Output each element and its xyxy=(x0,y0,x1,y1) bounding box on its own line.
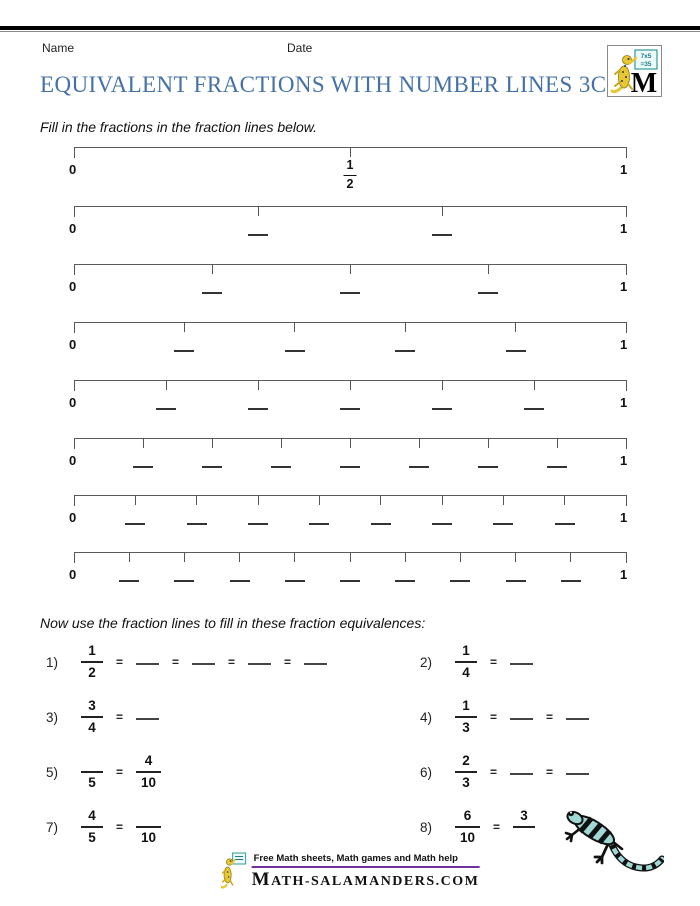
fraction-denominator: 2 xyxy=(346,176,354,191)
fraction-blank[interactable] xyxy=(395,350,415,352)
tick-mark xyxy=(442,380,443,390)
fraction-blank[interactable] xyxy=(248,523,268,525)
fraction-blank[interactable] xyxy=(555,523,575,525)
answer-blank[interactable] xyxy=(136,663,159,665)
equals-sign: = xyxy=(116,820,124,834)
fraction xyxy=(455,807,480,847)
instruction-fraction-equivalences: Now use the fraction lines to fill in these fraction equivalences: xyxy=(40,615,426,631)
fraction-blank[interactable] xyxy=(506,580,526,582)
tick-mark xyxy=(515,322,516,332)
zero-label: 0 xyxy=(69,567,77,582)
tick-mark xyxy=(212,438,213,448)
salamander-easel-icon xyxy=(608,46,661,96)
fraction-blank[interactable] xyxy=(547,466,567,468)
fraction-blank[interactable] xyxy=(506,350,526,352)
fraction-numerator: 2 xyxy=(455,752,477,773)
fraction-blank[interactable] xyxy=(395,580,415,582)
number-line-rule xyxy=(74,206,626,207)
number-line xyxy=(69,380,628,424)
problem-number: 1) xyxy=(46,654,59,670)
number-line xyxy=(69,438,628,482)
fraction-numerator: 4 xyxy=(136,752,161,773)
problem-row xyxy=(46,807,420,847)
fraction-blank[interactable] xyxy=(248,234,268,236)
equals-sign: = xyxy=(284,655,292,669)
tick-mark xyxy=(258,206,259,216)
fraction-numerator: 1 xyxy=(455,697,477,718)
given-fraction-one-half xyxy=(344,159,357,192)
fraction-denominator: 10 xyxy=(141,775,157,790)
fraction-blank[interactable] xyxy=(230,580,250,582)
fraction-numerator-blank[interactable] xyxy=(81,752,103,773)
tick-mark xyxy=(74,438,75,449)
equals-sign: = xyxy=(116,655,124,669)
zero-label: 0 xyxy=(69,337,77,352)
number-line xyxy=(69,495,628,539)
problem-row xyxy=(420,642,589,682)
fraction-denominator-blank[interactable] xyxy=(513,828,535,847)
fraction-blank[interactable] xyxy=(156,408,176,410)
tick-mark xyxy=(405,322,406,332)
salamander-illustration xyxy=(552,797,664,890)
footer-wordmark-rest: ATH-SALAMANDERS.COM xyxy=(271,874,480,889)
tick-mark xyxy=(239,552,240,562)
footer-tagline: Free Math sheets, Math games and Math help xyxy=(252,851,480,868)
fraction-blank[interactable] xyxy=(371,523,391,525)
fraction-blank[interactable] xyxy=(133,466,153,468)
footer-wordmark xyxy=(252,869,480,891)
fraction-blank[interactable] xyxy=(432,523,452,525)
tick-mark xyxy=(294,552,295,562)
zero-label: 0 xyxy=(69,221,77,236)
tick-mark xyxy=(166,380,167,390)
tick-mark xyxy=(74,206,75,217)
number-line-rule xyxy=(74,322,626,323)
answer-blank[interactable] xyxy=(566,773,589,775)
problems-section xyxy=(46,642,589,847)
answer-blank[interactable] xyxy=(510,773,533,775)
zero-label: 0 xyxy=(69,510,77,525)
fraction-blank[interactable] xyxy=(174,350,194,352)
fraction-blank[interactable] xyxy=(248,408,268,410)
equals-sign: = xyxy=(228,655,236,669)
svg-text:=35: =35 xyxy=(640,61,652,68)
salamander-easel-icon-small xyxy=(221,851,247,891)
tick-mark xyxy=(570,552,571,562)
fraction-blank[interactable] xyxy=(202,466,222,468)
tick-mark xyxy=(350,552,351,562)
fraction-denominator: 3 xyxy=(462,775,470,790)
fraction xyxy=(81,697,103,737)
one-label: 1 xyxy=(620,221,628,236)
fraction xyxy=(136,752,161,792)
one-label: 1 xyxy=(620,337,628,352)
fraction-numerator: 1 xyxy=(344,159,357,176)
fraction-blank[interactable] xyxy=(524,408,544,410)
tick-mark xyxy=(350,438,351,448)
fraction-blank[interactable] xyxy=(285,580,305,582)
tick-mark xyxy=(626,495,627,506)
fraction-blank[interactable] xyxy=(285,350,305,352)
one-label: 1 xyxy=(620,453,628,468)
answer-blank[interactable] xyxy=(192,663,215,665)
tick-mark xyxy=(294,322,295,332)
fraction-numerator: 6 xyxy=(455,807,480,828)
math-salamanders-corner-logo xyxy=(607,45,662,97)
tick-mark xyxy=(135,495,136,505)
problem-row xyxy=(46,697,420,737)
footer-wordmark-m: M xyxy=(251,869,272,890)
one-label: 1 xyxy=(620,395,628,410)
one-label: 1 xyxy=(620,510,628,525)
tick-mark xyxy=(350,147,351,157)
tick-mark xyxy=(405,552,406,562)
equals-sign: = xyxy=(546,765,554,779)
equals-sign: = xyxy=(490,710,498,724)
tick-mark xyxy=(626,322,627,333)
fraction xyxy=(81,642,103,682)
fraction-blank[interactable] xyxy=(187,523,207,525)
tick-mark xyxy=(129,552,130,562)
tick-mark xyxy=(503,495,504,505)
name-label: Name xyxy=(42,41,75,55)
equals-sign: = xyxy=(546,710,554,724)
equals-sign: = xyxy=(490,655,498,669)
tick-mark xyxy=(74,322,75,333)
tick-mark xyxy=(564,495,565,505)
tick-mark xyxy=(557,438,558,448)
problem-number: 5) xyxy=(46,764,59,780)
tick-mark xyxy=(74,495,75,506)
fraction-blank[interactable] xyxy=(561,580,581,582)
tick-mark xyxy=(74,147,75,158)
fraction-blank[interactable] xyxy=(174,580,194,582)
fraction-blank[interactable] xyxy=(202,292,222,294)
fraction xyxy=(455,642,477,682)
fraction-blank[interactable] xyxy=(478,292,498,294)
fraction-numerator-blank[interactable] xyxy=(136,807,161,828)
fraction-denominator: 10 xyxy=(460,830,476,845)
fraction xyxy=(81,807,103,847)
number-line xyxy=(69,147,628,191)
fraction-blank[interactable] xyxy=(340,580,360,582)
number-line-rule xyxy=(74,495,626,496)
fraction-blank[interactable] xyxy=(340,292,360,294)
fraction-numerator: 1 xyxy=(455,642,477,663)
fraction[interactable] xyxy=(136,807,161,847)
fraction-numerator: 4 xyxy=(81,807,103,828)
number-line xyxy=(69,206,628,250)
tick-mark xyxy=(319,495,320,505)
fraction-denominator: 4 xyxy=(462,665,470,680)
fraction-blank[interactable] xyxy=(478,466,498,468)
fraction-blank[interactable] xyxy=(271,466,291,468)
problem-row xyxy=(46,752,420,792)
fraction[interactable] xyxy=(513,807,535,847)
one-label: 1 xyxy=(620,162,628,177)
svg-text:7x5: 7x5 xyxy=(640,53,652,60)
tick-mark xyxy=(626,552,627,563)
zero-label: 0 xyxy=(69,453,77,468)
tick-mark xyxy=(534,380,535,390)
fraction-blank[interactable] xyxy=(450,580,470,582)
equals-sign: = xyxy=(172,655,180,669)
tick-mark xyxy=(184,552,185,562)
tick-mark xyxy=(380,495,381,505)
fraction-denominator: 4 xyxy=(88,720,96,735)
fraction xyxy=(455,752,477,792)
zero-label: 0 xyxy=(69,279,77,294)
fraction-blank[interactable] xyxy=(309,523,329,525)
fraction-denominator: 2 xyxy=(88,665,96,680)
tick-mark xyxy=(74,552,75,563)
tick-mark xyxy=(626,147,627,158)
tick-mark xyxy=(350,264,351,274)
fraction-blank[interactable] xyxy=(409,466,429,468)
fraction-denominator: 3 xyxy=(462,720,470,735)
problem-number: 3) xyxy=(46,709,59,725)
svg-text:M: M xyxy=(630,68,658,96)
problem-number: 2) xyxy=(420,654,433,670)
problem-number: 6) xyxy=(420,764,433,780)
tick-mark xyxy=(626,438,627,449)
footer-text xyxy=(252,851,480,891)
tick-mark xyxy=(442,495,443,505)
fraction-blank[interactable] xyxy=(125,523,145,525)
fraction-numerator: 3 xyxy=(513,807,535,828)
fraction-blank[interactable] xyxy=(432,408,452,410)
tick-mark xyxy=(258,380,259,390)
tick-mark xyxy=(74,264,75,275)
tick-mark xyxy=(442,206,443,216)
tick-mark xyxy=(74,380,75,391)
answer-blank[interactable] xyxy=(304,663,327,665)
tick-mark xyxy=(258,495,259,505)
tick-mark xyxy=(488,264,489,274)
tick-mark xyxy=(143,438,144,448)
zero-label: 0 xyxy=(69,162,77,177)
answer-blank[interactable] xyxy=(566,718,589,720)
fraction-blank[interactable] xyxy=(493,523,513,525)
equals-sign: = xyxy=(490,765,498,779)
answer-blank[interactable] xyxy=(248,663,271,665)
fraction-blank[interactable] xyxy=(119,580,139,582)
page-title: EQUIVALENT FRACTIONS WITH NUMBER LINES 3C xyxy=(40,72,607,97)
fraction-numerator: 1 xyxy=(81,642,103,663)
problem-number: 4) xyxy=(420,709,433,725)
tick-mark xyxy=(626,264,627,275)
equals-sign: = xyxy=(493,820,501,834)
equals-sign: = xyxy=(116,710,124,724)
fraction[interactable] xyxy=(81,752,103,792)
problem-number: 7) xyxy=(46,819,59,835)
answer-blank[interactable] xyxy=(510,663,533,665)
tick-mark xyxy=(196,495,197,505)
fraction-numerator: 3 xyxy=(81,697,103,718)
number-line xyxy=(69,264,628,308)
fraction-blank[interactable] xyxy=(432,234,452,236)
one-label: 1 xyxy=(620,567,628,582)
tick-mark xyxy=(626,380,627,391)
fraction-denominator: 10 xyxy=(141,830,157,845)
answer-blank[interactable] xyxy=(510,718,533,720)
instruction-fill-fraction-lines: Fill in the fractions in the fraction lines below. xyxy=(40,119,318,135)
problem-number: 8) xyxy=(420,819,433,835)
lizard-icon xyxy=(552,797,664,885)
fraction xyxy=(455,697,477,737)
top-divider-thin xyxy=(0,31,700,32)
date-label: Date xyxy=(287,41,313,55)
tick-mark xyxy=(281,438,282,448)
number-line xyxy=(69,552,628,596)
tick-mark xyxy=(184,322,185,332)
top-divider-thick xyxy=(0,26,700,30)
tick-mark xyxy=(488,438,489,448)
footer-branding xyxy=(221,851,480,891)
fraction-denominator: 5 xyxy=(88,830,96,845)
problem-row xyxy=(420,752,589,792)
problem-row xyxy=(420,697,589,737)
tick-mark xyxy=(515,552,516,562)
problem-row xyxy=(46,642,420,682)
tick-mark xyxy=(460,552,461,562)
one-label: 1 xyxy=(620,279,628,294)
tick-mark xyxy=(350,380,351,390)
number-line xyxy=(69,322,628,366)
tick-mark xyxy=(212,264,213,274)
fraction-blank[interactable] xyxy=(340,408,360,410)
fraction-denominator: 5 xyxy=(88,775,96,790)
tick-mark xyxy=(419,438,420,448)
equals-sign: = xyxy=(116,765,124,779)
fraction-blank[interactable] xyxy=(340,466,360,468)
tick-mark xyxy=(626,206,627,217)
zero-label: 0 xyxy=(69,395,77,410)
answer-blank[interactable] xyxy=(136,718,159,720)
